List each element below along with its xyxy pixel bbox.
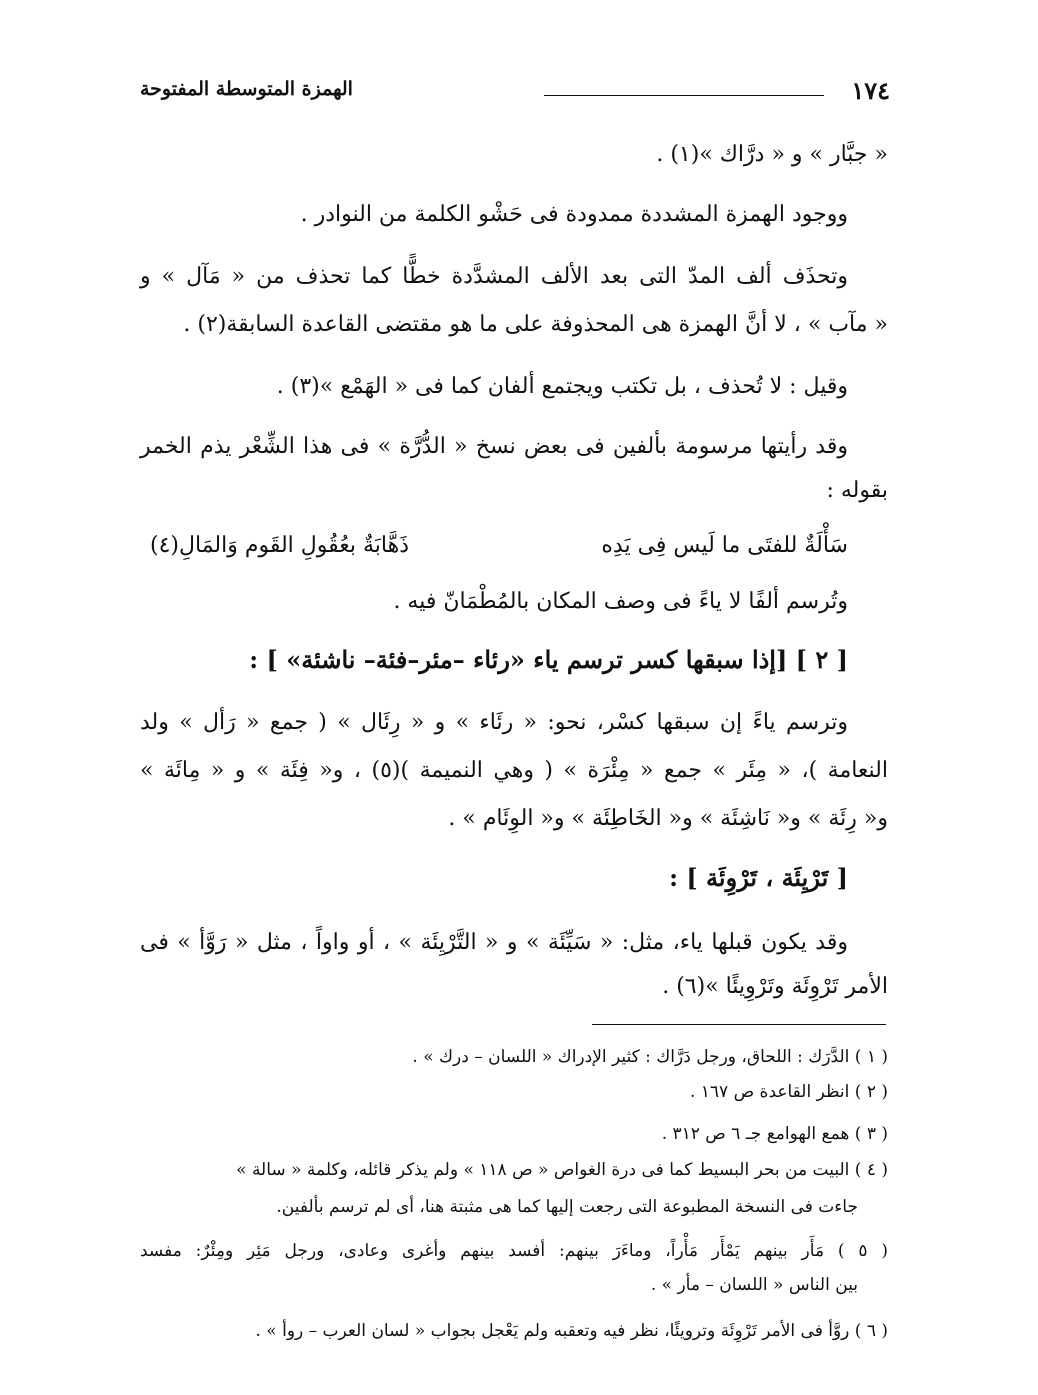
verse-second-hemistich: ذَهَّابَةٌ بعُقُولِ القَوم وَالمَالِ(٤) [150,533,409,558]
footnote: ( ١ ) الدَّرَك : اللحاق، ورجل دَرَّاك : كثير الإدراك « اللسان – درك » . [412,1047,888,1067]
body-line: ووجود الهمزة المشددة ممدودة فى حَشْو الكلمة من النوادر . [300,202,848,227]
body-line: « جبَّار » و « درَّاك »(١) . [656,142,888,167]
footnote: ( ٦ ) روَّأ فى الأمر تَرْوِئَة وترويئًا، نظر فيه وتعقبه ولم يَعْجل بجواب « لسان العرب – روأ » . [255,1321,888,1341]
body-line: بقوله : [826,478,888,503]
section-heading: [ تَرْيِئَة ، تَرْوِئَة ] : [669,863,848,892]
verse-first-hemistich: سَأْلَةٌ للفتَى ما لَيس فِى يَدِه [601,533,848,558]
body-line: وتُرسم ألفًا لا ياءً فى وصف المكان بالمُطْمَانّ فيه . [393,589,848,614]
footnote: ( ٢ ) انظر القاعدة ص ١٦٧ . [689,1082,888,1102]
running-title: الهمزة المتوسطة المفتوحة [140,78,353,100]
body-line: وتحذَف ألف المدّ التى بعد الألف المشدَّدة خطًّا كما تحذف من « مَآل » و [140,264,848,289]
header-rule [544,95,824,96]
page-header [140,76,890,116]
footnote-separator [592,1024,886,1025]
body-line: وقيل : لا تُحذف ، بل تكتب ويجتمع ألفان كما فى « الهَمْع »(٣) . [276,374,848,399]
page-number: ١٧٤ [851,76,890,105]
footnote: ( ٣ ) همع الهوامع جـ ٦ ص ٣١٢ . [661,1124,888,1144]
poetry-verse [150,531,848,565]
body-line: و« رِئَة » و« نَاشِئَة » و« الخَاطِئَة » و« الوِئَام » . [448,806,888,831]
body-line: وقد يكون قبلها ياء، مثل: « سَيِّئَة » و « التَّرْيِئَة » ، أو واواً ، مثل « رَوَّأ » فى [140,930,848,955]
body-line: وقد رأيتها مرسومة بألفين فى بعض نسخ « الدُّرَّة » فى هذا الشِّعْر يذم الخمر [140,434,848,459]
footnote: ( ٤ ) البيت من بحر البسيط كما فى درة الغواص « ص ١١٨ » ولم يذكر قائله، وكلمة « سالة » [236,1160,888,1180]
footnote: ( ٥ ) مَأَر بينهم يَمْأَر مَأْراً، وماءَرَ بينهم: أفسد بينهم وأغرى وعادى، ورجل مَئِر ومِئْرٌ: مفسد [140,1241,888,1261]
body-line: وترسم ياءً إن سبقها كسْر، نحو: « رئَاء » و « رِئَال » ( جمع « رَأل » ولد [140,710,848,735]
footnote-continuation: جاءت فى النسخة المطبوعة التى رجعت إليها كما هى مثبتة هنا، أى لم ترسم بألفين. [276,1197,858,1217]
body-line: الأمر تَرْوِئَة وتَرْوِيئًا »(٦) . [662,974,888,999]
body-line: النعامة )، « مِئَر » جمع « مِئْرَة » ( وهي النميمة )(٥) ، و« فِئَة » و « مِائَة » [140,758,889,783]
footnote-continuation: بين الناس « اللسان – مأر » . [650,1275,858,1295]
body-line: « مآب » ، لا أنَّ الهمزة هى المحذوفة على ما هو مقتضى القاعدة السابقة(٢) . [183,312,888,337]
section-heading: [ ٢ ] [إذا سبقها كسر ترسم ياء «رئاء –مئر–فئة– ناشئة» ] : [249,645,848,674]
